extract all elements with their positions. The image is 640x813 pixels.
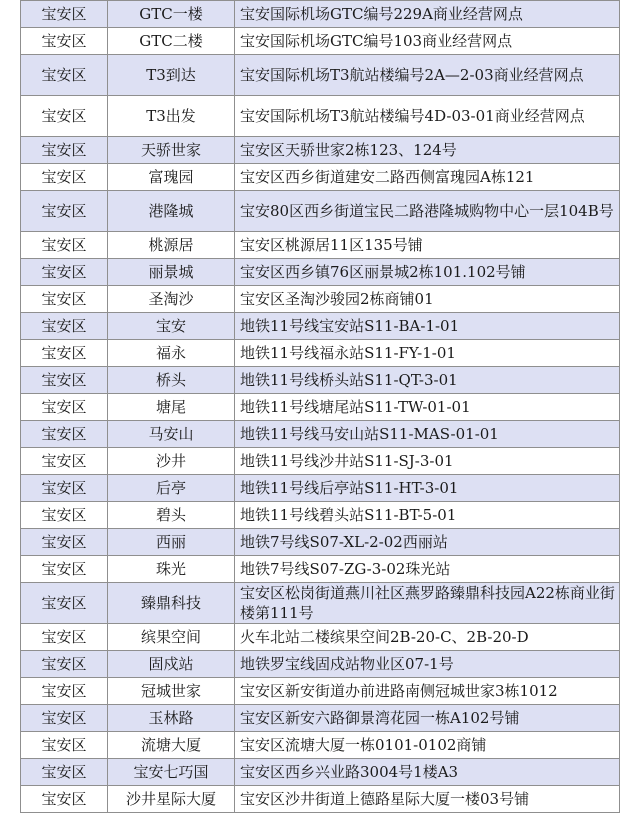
address-cell: 宝安区西乡街道建安二路西侧富瑰园A栋121 (235, 164, 620, 191)
address-cell: 宝安区桃源居11区135号铺 (235, 232, 620, 259)
outlet-name-cell: 固戍站 (108, 651, 235, 678)
outlet-name-cell: 塘尾 (108, 394, 235, 421)
table-row (21, 705, 620, 732)
table-row (21, 367, 620, 394)
outlet-table-body (21, 1, 620, 813)
district-cell: 宝安区 (21, 448, 108, 475)
address-cell: 地铁11号线马安山站S11-MAS-01-01 (235, 421, 620, 448)
outlet-name-cell: 冠城世家 (108, 678, 235, 705)
outlet-name-cell: 马安山 (108, 421, 235, 448)
district-cell: 宝安区 (21, 502, 108, 529)
outlet-name-cell: 沙井 (108, 448, 235, 475)
district-cell: 宝安区 (21, 340, 108, 367)
table-row (21, 421, 620, 448)
table-row (21, 55, 620, 96)
address-cell: 地铁7号线S07-ZG-3-02珠光站 (235, 556, 620, 583)
district-cell: 宝安区 (21, 164, 108, 191)
district-cell: 宝安区 (21, 286, 108, 313)
outlet-name-cell: 桥头 (108, 367, 235, 394)
district-cell: 宝安区 (21, 394, 108, 421)
outlet-name-cell: 圣淘沙 (108, 286, 235, 313)
outlet-name-cell: 福永 (108, 340, 235, 367)
table-row (21, 259, 620, 286)
outlet-name-cell: 天骄世家 (108, 137, 235, 164)
address-cell: 宝安区西乡兴业路3004号1楼A3 (235, 759, 620, 786)
outlet-name-cell: 沙井星际大厦 (108, 786, 235, 813)
outlet-table-page (20, 0, 620, 813)
address-cell: 宝安区沙井街道上德路星际大厦一楼03号铺 (235, 786, 620, 813)
table-row (21, 340, 620, 367)
table-row (21, 475, 620, 502)
table-row (21, 759, 620, 786)
outlet-name-cell: 桃源居 (108, 232, 235, 259)
address-cell: 宝安区松岗街道燕川社区燕罗路臻鼎科技园A22栋商业街楼第111号 (235, 583, 620, 624)
district-cell: 宝安区 (21, 367, 108, 394)
outlet-name-cell: GTC二楼 (108, 28, 235, 55)
table-row (21, 137, 620, 164)
table-row (21, 651, 620, 678)
outlet-name-cell: 臻鼎科技 (108, 583, 235, 624)
table-row (21, 529, 620, 556)
district-cell: 宝安区 (21, 678, 108, 705)
table-row (21, 191, 620, 232)
district-cell: 宝安区 (21, 259, 108, 286)
district-cell: 宝安区 (21, 705, 108, 732)
outlet-name-cell: 宝安七巧国 (108, 759, 235, 786)
district-cell: 宝安区 (21, 759, 108, 786)
outlet-name-cell: 丽景城 (108, 259, 235, 286)
district-cell: 宝安区 (21, 556, 108, 583)
address-cell: 宝安国际机场T3航站楼编号2A—2-03商业经营网点 (235, 55, 620, 96)
address-cell: 宝安国际机场GTC编号103商业经营网点 (235, 28, 620, 55)
address-cell: 宝安国际机场GTC编号229A商业经营网点 (235, 1, 620, 28)
outlet-name-cell: 流塘大厦 (108, 732, 235, 759)
table-row (21, 624, 620, 651)
district-cell: 宝安区 (21, 137, 108, 164)
table-row (21, 313, 620, 340)
district-cell: 宝安区 (21, 732, 108, 759)
table-row (21, 164, 620, 191)
district-cell: 宝安区 (21, 475, 108, 502)
district-cell: 宝安区 (21, 529, 108, 556)
district-cell: 宝安区 (21, 313, 108, 340)
table-row (21, 232, 620, 259)
address-cell: 地铁11号线后亭站S11-HT-3-01 (235, 475, 620, 502)
outlet-name-cell: 港隆城 (108, 191, 235, 232)
district-cell: 宝安区 (21, 583, 108, 624)
table-row (21, 286, 620, 313)
table-row (21, 786, 620, 813)
address-cell: 火车北站二楼缤果空间2B-20-C、2B-20-D (235, 624, 620, 651)
table-row (21, 448, 620, 475)
district-cell: 宝安区 (21, 421, 108, 448)
address-cell: 地铁罗宝线固戍站物业区07-1号 (235, 651, 620, 678)
district-cell: 宝安区 (21, 28, 108, 55)
address-cell: 宝安区天骄世家2栋123、124号 (235, 137, 620, 164)
address-cell: 地铁11号线沙井站S11-SJ-3-01 (235, 448, 620, 475)
district-cell: 宝安区 (21, 55, 108, 96)
district-cell: 宝安区 (21, 191, 108, 232)
table-row (21, 502, 620, 529)
address-cell: 宝安国际机场T3航站楼编号4D-03-01商业经营网点 (235, 96, 620, 137)
district-cell: 宝安区 (21, 1, 108, 28)
district-cell: 宝安区 (21, 624, 108, 651)
district-cell: 宝安区 (21, 786, 108, 813)
outlet-name-cell: 玉林路 (108, 705, 235, 732)
table-row (21, 96, 620, 137)
address-cell: 地铁11号线宝安站S11-BA-1-01 (235, 313, 620, 340)
address-cell: 地铁11号线塘尾站S11-TW-01-01 (235, 394, 620, 421)
address-cell: 宝安80区西乡街道宝民二路港隆城购物中心一层104B号 (235, 191, 620, 232)
table-row (21, 583, 620, 624)
table-row (21, 28, 620, 55)
address-cell: 地铁11号线桥头站S11-QT-3-01 (235, 367, 620, 394)
address-cell: 地铁7号线S07-XL-2-02西丽站 (235, 529, 620, 556)
table-row (21, 1, 620, 28)
address-cell: 地铁11号线碧头站S11-BT-5-01 (235, 502, 620, 529)
address-cell: 宝安区圣淘沙骏园2栋商铺01 (235, 286, 620, 313)
table-row (21, 678, 620, 705)
table-row (21, 394, 620, 421)
address-cell: 地铁11号线福永站S11-FY-1-01 (235, 340, 620, 367)
address-cell: 宝安区西乡镇76区丽景城2栋101.102号铺 (235, 259, 620, 286)
outlet-name-cell: GTC一楼 (108, 1, 235, 28)
outlet-name-cell: T3到达 (108, 55, 235, 96)
outlet-table (20, 0, 620, 813)
outlet-name-cell: 宝安 (108, 313, 235, 340)
district-cell: 宝安区 (21, 96, 108, 137)
outlet-name-cell: 西丽 (108, 529, 235, 556)
address-cell: 宝安区新安街道办前进路南侧冠城世家3栋1012 (235, 678, 620, 705)
outlet-name-cell: 缤果空间 (108, 624, 235, 651)
outlet-name-cell: 后亭 (108, 475, 235, 502)
district-cell: 宝安区 (21, 651, 108, 678)
address-cell: 宝安区新安六路御景湾花园一栋A102号铺 (235, 705, 620, 732)
outlet-name-cell: 富瑰园 (108, 164, 235, 191)
address-cell: 宝安区流塘大厦一栋0101-0102商铺 (235, 732, 620, 759)
outlet-name-cell: T3出发 (108, 96, 235, 137)
table-row (21, 556, 620, 583)
outlet-name-cell: 珠光 (108, 556, 235, 583)
outlet-name-cell: 碧头 (108, 502, 235, 529)
district-cell: 宝安区 (21, 232, 108, 259)
table-row (21, 732, 620, 759)
